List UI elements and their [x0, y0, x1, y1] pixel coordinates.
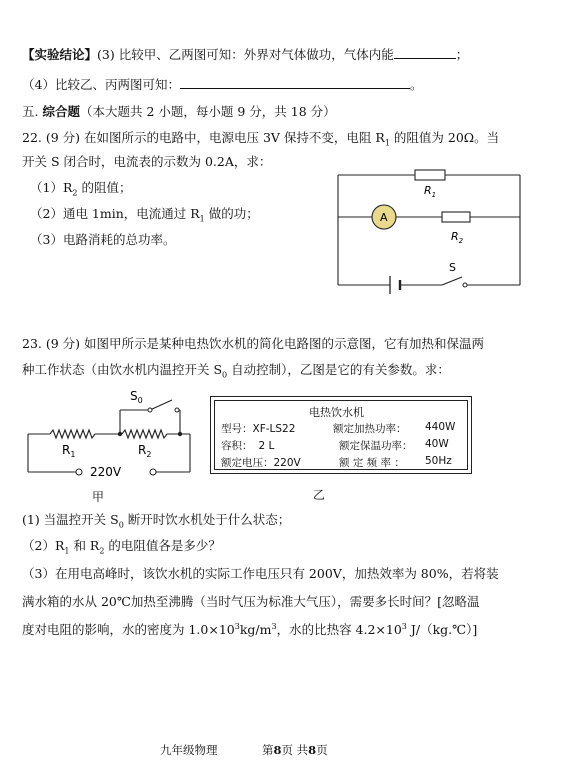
- switch-label: S: [449, 261, 456, 274]
- q23-circuit-svg: [20, 386, 200, 486]
- q23-stem-line2: 种工作状态（由饮水机内温控开关 $S_0$ 自动控制），乙图是它的有关参数。求：: [22, 362, 450, 380]
- nameplate-title: 电热饮水机: [309, 406, 364, 419]
- answer-blank[interactable]: [180, 76, 410, 89]
- q23-circuit-diagram: [20, 386, 200, 489]
- keep-warm-label: 额定保温功率：: [339, 440, 413, 452]
- resistor-r2: [442, 212, 470, 222]
- q22-circuit-svg: [330, 165, 530, 297]
- footer-page-info: 第8页 共8页: [262, 743, 328, 757]
- q22-stem-line1: 22. (9 分) 在如图所示的电路中，电源电压 3V 保持不变，电阻 $R_1$ 的阻值为 20Ω。当: [22, 130, 500, 148]
- r1-label: $R_1$: [424, 184, 437, 199]
- r2-label: $R_2$: [451, 230, 464, 245]
- conclusion-item-3: 【实验结论】(3) 比较甲、乙两图可知：外界对气体做功，气体内能 ；: [22, 47, 469, 62]
- heat-power-value: 440W: [425, 421, 456, 433]
- q23-sub2: $(2)R_1$ 和 $R_2$ 的电阻值各是多少？: [22, 538, 221, 556]
- figure-yi-caption: 乙: [313, 488, 326, 502]
- q23-sub3-line1: （3）在用电高峰时，该饮水机的实际工作电压只有 200V，加热效率为 80%，若将装: [22, 566, 499, 581]
- q23-sub1: (1) 当温控开关 $S_0$ 断开时饮水机处于什么状态；: [22, 512, 291, 530]
- heat-power-label: 额定加热功率：: [333, 423, 407, 435]
- conclusion-tag: 【实验结论】: [22, 47, 98, 62]
- model-field: 型号：XF-LS22: [221, 423, 296, 435]
- resistor-r2: [122, 430, 167, 438]
- q22-sub3: （3）电路消耗的总功率。: [30, 232, 176, 247]
- s0-label: $S_0$: [130, 389, 143, 405]
- capacity-field: 容积： 2 L: [221, 440, 275, 452]
- q23-sub3-line3: 度对电阻的影响，水的密度为 $1.0\times 10^3kg/m^3$，水的比热容 $4.2\times 10^3$ J/（kg.℃）]: [22, 621, 478, 637]
- q22-circuit-diagram: [330, 165, 530, 300]
- q23-stem-line1: 23. (9 分) 如图甲所示是某种电热饮水机的简化电路图的示意图，它有加热和保温两: [22, 336, 485, 351]
- keep-warm-value: 40W: [425, 438, 449, 450]
- nameplate-table: [210, 396, 472, 474]
- q22-sub1: $(1)R_2$ 的阻值；: [30, 180, 132, 198]
- section-heading: 五. 综合题（本大题共 2 小题，每小题 9 分，共 18 分）: [22, 104, 336, 119]
- conclusion-item-4: （4）比较乙、丙两图可知： 。: [22, 77, 423, 92]
- frequency-value: 50Hz: [425, 455, 452, 467]
- switch-contact: [463, 283, 467, 287]
- voltage-label: 220V: [90, 465, 122, 479]
- r2-label: $R_2$: [138, 443, 152, 459]
- q22-sub2: （2）通电 1min，电流通过 $R_1$ 做的功；: [30, 206, 259, 224]
- q23-sub3-line2: 满水箱的水从 20℃加热至沸腾（当时气压为标准大气压），需要多长时间？[忽略温: [22, 594, 480, 609]
- ammeter-label: A: [380, 211, 388, 224]
- rated-voltage-field: 额定电压：220V: [221, 457, 301, 469]
- resistor-r1: [415, 170, 445, 180]
- footer-subject: 九年级物理: [160, 743, 218, 757]
- answer-blank[interactable]: [394, 46, 456, 59]
- terminal-left: [76, 469, 82, 475]
- terminal-right: [150, 469, 156, 475]
- figure-jia-caption: 甲: [92, 490, 105, 504]
- frequency-label: 额 定 频 率 ：: [339, 457, 405, 469]
- q22-stem-line2: 开关 S 闭合时，电流表的示数为 0.2A，求：: [22, 154, 272, 169]
- r1-label: $R_1$: [62, 443, 76, 459]
- resistor-r1: [50, 430, 95, 438]
